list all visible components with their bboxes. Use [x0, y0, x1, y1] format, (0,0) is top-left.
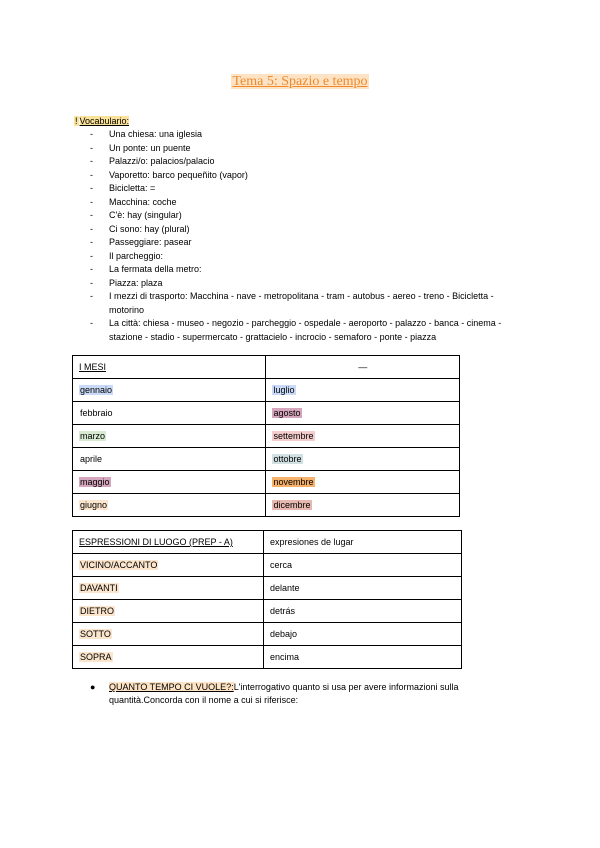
table-cell — [266, 379, 460, 402]
vocab-item: - Bicicletta: = — [90, 182, 530, 196]
month-label: novembre — [273, 477, 314, 487]
vocab-section-heading — [74, 116, 129, 126]
table-cell — [264, 600, 462, 623]
vocab-item: - La città: chiesa - museo - negozio - parcheggio - ospedale - aeroporto - palazzo - banca - cinema - stazione - stadio - supermercato - grattacielo - incrocio - semaforo - ponte - piazza — [90, 317, 530, 344]
table-cell — [73, 425, 266, 448]
place-expression: DIETRO — [80, 606, 115, 616]
table-cell — [266, 402, 460, 425]
vocab-item: - Vaporetto: barco pequeñito (vapor) — [90, 169, 530, 183]
table-cell — [266, 471, 460, 494]
vocab-item: - C'è: hay (singular) — [90, 209, 530, 223]
months-header-label: I MESI — [79, 362, 107, 372]
place-expression: DAVANTI — [80, 583, 118, 593]
bullet-item — [90, 681, 520, 707]
month-label: gennaio — [80, 385, 113, 395]
bullet-dot: ● — [90, 682, 96, 692]
table-cell — [73, 600, 264, 623]
places-header-it: ESPRESSIONI DI LUOGO (PREP - A) — [79, 537, 233, 547]
month-label: ottobre — [273, 454, 302, 464]
place-expression: SOPRA — [80, 652, 112, 662]
vocab-list — [90, 128, 530, 344]
bullet-text — [109, 681, 520, 707]
vocab-item: - Ci sono: hay (plural) — [90, 223, 530, 237]
vocab-item: - Il parcheggio: — [90, 250, 530, 264]
vocab-item: - Passeggiare: pasear — [90, 236, 530, 250]
months-table — [72, 355, 460, 517]
place-expression: SOTTO — [80, 629, 111, 639]
table-cell — [73, 448, 266, 471]
bullet-body: L'interrogativo quanto si usa per avere informazioni sulla quantità.Concorda con il nome a cui si riferisce: — [109, 682, 459, 705]
months-header-dash: — — [358, 362, 368, 372]
table-cell — [73, 646, 264, 669]
vocab-item: - Una chiesa: una iglesia — [90, 128, 530, 142]
table-header-row — [73, 356, 460, 379]
vocab-item: - Macchina: coche — [90, 196, 530, 210]
month-label: luglio — [273, 385, 295, 395]
place-translation: delante — [270, 583, 300, 593]
table-row — [73, 600, 462, 623]
table-cell — [73, 402, 266, 425]
table-cell — [73, 623, 264, 646]
table-cell — [264, 646, 462, 669]
place-translation: detrás — [270, 606, 296, 616]
table-row — [73, 623, 462, 646]
vocab-label: Vocabulario: — [79, 116, 130, 126]
month-label: aprile — [80, 454, 103, 464]
table-row — [73, 425, 460, 448]
vocab-item: - Un ponte: un puente — [90, 142, 530, 156]
table-cell — [264, 623, 462, 646]
place-translation: cerca — [270, 560, 293, 570]
table-cell — [73, 471, 266, 494]
place-translation: debajo — [270, 629, 298, 639]
table-cell — [73, 379, 266, 402]
vocab-item: - La fermata della metro: — [90, 263, 530, 277]
month-label: febbraio — [80, 408, 113, 418]
table-cell — [73, 494, 266, 517]
month-label: maggio — [80, 477, 110, 487]
table-row — [73, 646, 462, 669]
table-row — [73, 554, 462, 577]
table-cell — [266, 494, 460, 517]
vocab-item: - Palazzi/o: palacios/palacio — [90, 155, 530, 169]
table-cell — [264, 554, 462, 577]
page-title-container — [0, 74, 600, 90]
place-expression: VICINO/ACCANTO — [80, 560, 158, 570]
warning-icon: ! — [75, 116, 78, 126]
month-label: giugno — [80, 500, 108, 510]
table-cell — [73, 554, 264, 577]
bullet-heading: QUANTO TEMPO CI VUOLE?: — [109, 682, 234, 692]
vocab-item: - I mezzi di trasporto: Macchina - nave - metropolitana - tram - autobus - aereo - treno - Bicicletta - motorino — [90, 290, 530, 317]
vocab-item: - Piazza: plaza — [90, 277, 530, 291]
table-row — [73, 494, 460, 517]
month-label: settembre — [273, 431, 314, 441]
places-header-es: expresiones de lugar — [270, 537, 354, 547]
month-label: marzo — [80, 431, 106, 441]
place-translation: encima — [270, 652, 300, 662]
table-cell — [266, 425, 460, 448]
table-header-cell — [266, 356, 460, 379]
places-table — [72, 530, 462, 669]
page-title: Tema 5: Spazio e tempo — [232, 74, 368, 89]
table-row — [73, 379, 460, 402]
table-header-cell — [73, 356, 266, 379]
table-header-cell — [73, 531, 264, 554]
table-row — [73, 448, 460, 471]
table-header-cell — [264, 531, 462, 554]
month-label: dicembre — [273, 500, 311, 510]
table-cell — [264, 577, 462, 600]
table-cell — [266, 448, 460, 471]
table-row — [73, 471, 460, 494]
month-label: agosto — [273, 408, 301, 418]
table-header-row — [73, 531, 462, 554]
table-row — [73, 402, 460, 425]
table-cell — [73, 577, 264, 600]
table-row — [73, 577, 462, 600]
